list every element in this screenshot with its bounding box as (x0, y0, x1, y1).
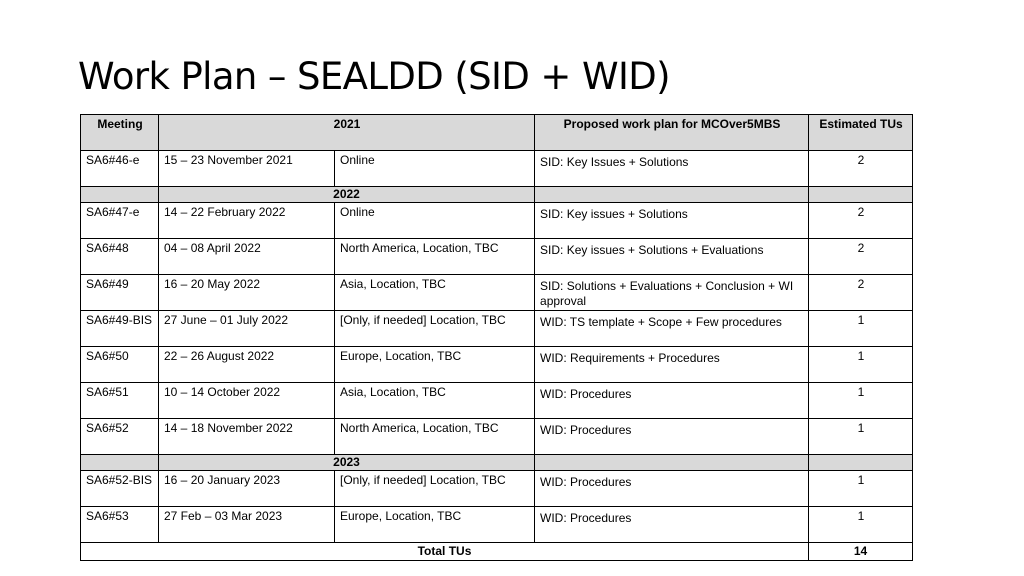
cell-tus: 1 (809, 347, 913, 383)
cell-location: [Only, if needed] Location, TBC (335, 471, 535, 507)
cell-meeting: SA6#46-e (81, 151, 159, 187)
cell-dates: 14 – 22 February 2022 (159, 203, 335, 239)
total-row (81, 543, 913, 561)
cell-meeting: SA6#53 (81, 507, 159, 543)
cell-dates: 16 – 20 January 2023 (159, 471, 335, 507)
cell-plan: WID: Procedures (535, 471, 809, 507)
cell-tus: 1 (809, 311, 913, 347)
cell-meeting: SA6#49 (81, 275, 159, 311)
table-row (81, 275, 913, 311)
table-row (81, 239, 913, 275)
table-row (81, 471, 913, 507)
cell-plan: WID: Requirements + Procedures (535, 347, 809, 383)
table-row (81, 311, 913, 347)
cell-dates: 22 – 26 August 2022 (159, 347, 335, 383)
cell-location: North America, Location, TBC (335, 419, 535, 455)
work-plan-table (80, 114, 913, 561)
cell-location: Europe, Location, TBC (335, 347, 535, 383)
table-row (81, 151, 913, 187)
cell-meeting: SA6#52-BIS (81, 471, 159, 507)
cell-plan: WID: Procedures (535, 507, 809, 543)
cell-meeting: SA6#52 (81, 419, 159, 455)
year-blank (81, 187, 159, 203)
table-row (81, 507, 913, 543)
cell-location: Online (335, 203, 535, 239)
cell-plan: SID: Solutions + Evaluations + Conclusion + WI approval (535, 275, 809, 311)
table-row (81, 203, 913, 239)
cell-dates: 27 Feb – 03 Mar 2023 (159, 507, 335, 543)
cell-location: [Only, if needed] Location, TBC (335, 311, 535, 347)
cell-meeting: SA6#47-e (81, 203, 159, 239)
cell-dates: 27 June – 01 July 2022 (159, 311, 335, 347)
cell-meeting: SA6#51 (81, 383, 159, 419)
total-value: 14 (809, 543, 913, 561)
cell-dates: 14 – 18 November 2022 (159, 419, 335, 455)
cell-tus: 1 (809, 507, 913, 543)
year-label: 2022 (159, 187, 535, 203)
cell-location: Europe, Location, TBC (335, 507, 535, 543)
table-header-row (81, 115, 913, 151)
cell-plan: SID: Key issues + Solutions (535, 203, 809, 239)
table-row (81, 383, 913, 419)
year-blank (81, 455, 159, 471)
cell-tus: 2 (809, 203, 913, 239)
cell-location: Asia, Location, TBC (335, 383, 535, 419)
cell-tus: 1 (809, 419, 913, 455)
total-label: Total TUs (81, 543, 809, 561)
cell-plan: WID: Procedures (535, 419, 809, 455)
table-row (81, 347, 913, 383)
cell-tus: 2 (809, 151, 913, 187)
cell-location: Asia, Location, TBC (335, 275, 535, 311)
year-blank (535, 455, 809, 471)
cell-dates: 10 – 14 October 2022 (159, 383, 335, 419)
cell-plan: WID: Procedures (535, 383, 809, 419)
year-blank (809, 187, 913, 203)
header-year: 2021 (159, 115, 535, 151)
cell-tus: 2 (809, 239, 913, 275)
year-blank (809, 455, 913, 471)
header-tus: Estimated TUs (809, 115, 913, 151)
year-label: 2023 (159, 455, 535, 471)
year-blank (535, 187, 809, 203)
cell-plan: SID: Key issues + Solutions + Evaluations (535, 239, 809, 275)
cell-tus: 1 (809, 471, 913, 507)
cell-location: North America, Location, TBC (335, 239, 535, 275)
cell-location: Online (335, 151, 535, 187)
cell-tus: 1 (809, 383, 913, 419)
cell-dates: 16 – 20 May 2022 (159, 275, 335, 311)
cell-meeting: SA6#50 (81, 347, 159, 383)
header-meeting: Meeting (81, 115, 159, 151)
header-plan: Proposed work plan for MCOver5MBS (535, 115, 809, 151)
year-row (81, 187, 913, 203)
cell-meeting: SA6#49-BIS (81, 311, 159, 347)
page-title: Work Plan – SEALDD (SID + WID) (78, 55, 670, 98)
cell-tus: 2 (809, 275, 913, 311)
cell-meeting: SA6#48 (81, 239, 159, 275)
table-row (81, 419, 913, 455)
year-row (81, 455, 913, 471)
cell-dates: 15 – 23 November 2021 (159, 151, 335, 187)
cell-plan: SID: Key Issues + Solutions (535, 151, 809, 187)
cell-dates: 04 – 08 April 2022 (159, 239, 335, 275)
cell-plan: WID: TS template + Scope + Few procedures (535, 311, 809, 347)
